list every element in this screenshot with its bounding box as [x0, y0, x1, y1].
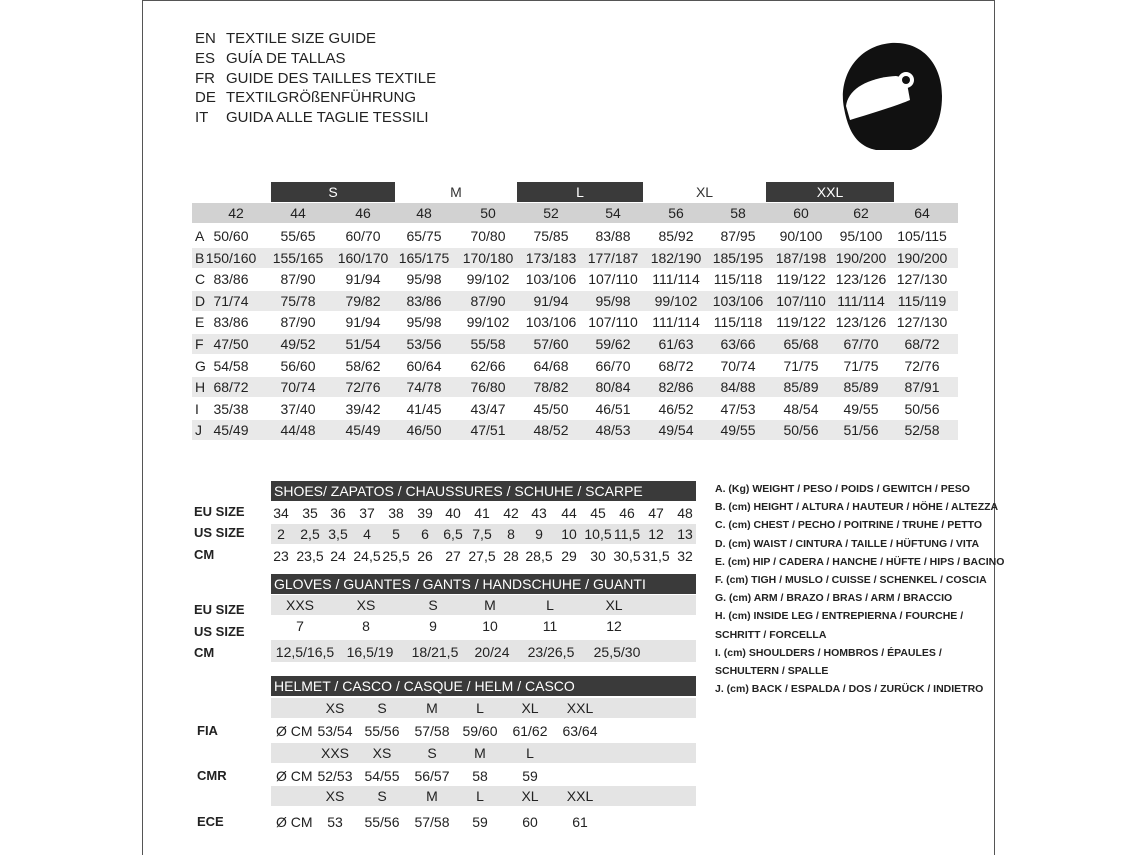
table-cell: 24,5 — [353, 548, 381, 564]
table-cell: 52/53 — [317, 768, 353, 784]
table-cell: 7,5 — [472, 526, 492, 542]
row-label: CM — [194, 547, 215, 562]
table-cell: 95/98 — [406, 271, 442, 288]
table-cell: 60/64 — [406, 357, 442, 374]
table-cell: 26 — [417, 548, 433, 564]
table-cell: 56/57 — [414, 768, 450, 784]
table-cell: 182/190 — [650, 249, 702, 266]
table-cell: 38 — [388, 505, 404, 521]
table-cell: 30,5 — [613, 548, 641, 564]
table-cell: 115/119 — [897, 292, 947, 309]
table-cell: 95/98 — [595, 292, 631, 309]
table-cell: 23,5 — [296, 548, 324, 564]
table-cell: 79/82 — [345, 292, 381, 309]
row-label: F — [195, 336, 204, 352]
helmet-size: M — [474, 745, 486, 761]
table-cell: 3,5 — [328, 526, 348, 542]
table-cell: 39 — [417, 505, 433, 521]
language-title: GUÍA DE TALLAS — [226, 49, 346, 67]
table-cell: 76/80 — [470, 379, 506, 396]
table-cell: 155/165 — [272, 249, 324, 266]
helmet-size: XS — [325, 700, 345, 716]
table-cell: 170/180 — [462, 249, 514, 266]
table-cell: XXS — [285, 597, 314, 613]
language-title: TEXTILGRÖßENFÜHRUNG — [226, 89, 417, 107]
table-cell: 50/60 — [213, 228, 249, 244]
table-cell: 45/49 — [213, 422, 249, 439]
table-cell: 44/48 — [280, 422, 316, 439]
table-cell: 46/50 — [406, 422, 442, 439]
table-cell: 55/56 — [364, 814, 400, 830]
letter-size-header: M — [450, 184, 462, 200]
legend-line: E. (cm) HIP / CADERA / HANCHE / HÜFTE / HIPS / BACINO — [715, 555, 1005, 568]
table-cell: 55/56 — [364, 723, 400, 739]
measurement-legend — [715, 480, 1004, 698]
helmet-size: L — [476, 700, 484, 716]
table-cell: 50/56 — [783, 422, 819, 439]
numeric-size-header: 56 — [668, 205, 684, 221]
table-cell: 58/62 — [345, 357, 381, 374]
table-cell: 12 — [606, 618, 622, 634]
table-cell: 46/52 — [658, 400, 694, 417]
table-cell: 61/63 — [658, 336, 694, 352]
numeric-size-header: 44 — [290, 205, 306, 221]
table-cell: 57/58 — [414, 814, 450, 830]
legend-line: B. (cm) HEIGHT / ALTURA / HAUTEUR / HÖHE / ALTEZZA — [715, 501, 999, 514]
table-cell: 53 — [327, 814, 343, 830]
table-cell: 59/62 — [595, 336, 631, 352]
table-cell: 87/95 — [720, 228, 756, 244]
row-label: C — [195, 271, 206, 288]
table-cell: 12,5/16,5 — [275, 644, 335, 660]
helmet-size: XXS — [320, 745, 349, 761]
table-cell: 59 — [522, 768, 538, 784]
row-label: H — [195, 379, 206, 396]
table-cell: 44 — [561, 505, 577, 521]
row-label: ECE — [197, 814, 224, 829]
table-cell: 36 — [330, 505, 346, 521]
table-cell: M — [484, 597, 496, 613]
table-cell: 10 — [561, 526, 577, 542]
table-cell: 45/49 — [345, 422, 381, 439]
table-cell: 49/54 — [658, 422, 694, 439]
table-cell: 62/66 — [470, 357, 506, 374]
table-cell: 99/102 — [466, 314, 510, 331]
table-cell: 103/106 — [712, 292, 764, 309]
helmet-size: XXL — [566, 788, 594, 804]
table-cell: 23/26,5 — [527, 644, 575, 660]
table-cell: 47/50 — [213, 336, 249, 352]
table-cell: 123/126 — [835, 314, 887, 331]
legend-line: G. (cm) ARM / BRAZO / BRAS / ARM / BRACCIO — [715, 592, 953, 605]
table-cell: 48/54 — [783, 400, 819, 417]
language-titles — [195, 29, 436, 128]
table-cell: 115/118 — [713, 271, 763, 288]
table-cell: 190/200 — [896, 249, 948, 266]
table-cell: 75/85 — [533, 228, 569, 244]
table-cell: 111/114 — [652, 271, 700, 288]
table-cell: 83/86 — [213, 314, 249, 331]
table-cell: 37/40 — [280, 400, 316, 417]
table-cell: 11,5 — [613, 526, 641, 542]
row-label: FIA — [197, 723, 218, 738]
table-cell: 13 — [677, 526, 693, 542]
table-cell: 20/24 — [474, 644, 510, 660]
table-cell: 87/90 — [470, 292, 506, 309]
numeric-size-header: 42 — [228, 205, 244, 221]
table-cell: 53/54 — [317, 723, 353, 739]
table-cell: 28 — [503, 548, 519, 564]
table-cell: 37 — [359, 505, 375, 521]
table-cell: 41 — [474, 505, 490, 521]
table-cell: 47/53 — [720, 400, 756, 417]
table-cell: 12 — [648, 526, 664, 542]
table-cell: 91/94 — [345, 271, 381, 288]
table-cell: 61/62 — [512, 723, 548, 739]
table-cell: S — [428, 597, 438, 613]
numeric-size-header: 64 — [914, 205, 930, 221]
table-cell: 173/183 — [525, 249, 577, 266]
helmet-size: XL — [521, 788, 539, 804]
table-cell: 47/51 — [470, 422, 506, 439]
language-title: GUIDA ALLE TAGLIE TESSILI — [226, 109, 429, 127]
table-cell: 46 — [619, 505, 635, 521]
table-cell: 83/86 — [213, 271, 249, 288]
table-cell: 95/98 — [406, 314, 442, 331]
table-cell: 9 — [535, 526, 543, 542]
table-cell: 87/90 — [280, 271, 316, 288]
table-cell: 27,5 — [468, 548, 496, 564]
table-cell: 2,5 — [300, 526, 320, 542]
table-cell: 32 — [677, 548, 693, 564]
table-cell: 48/52 — [533, 422, 569, 439]
table-cell: XS — [356, 597, 376, 613]
language-code: DE — [195, 89, 216, 107]
legend-line: H. (cm) INSIDE LEG / ENTREPIERNA / FOURCHE / — [715, 610, 964, 623]
table-cell: 187/198 — [775, 249, 827, 266]
table-cell: 5 — [392, 526, 400, 542]
helmet-unit: Ø CM — [276, 768, 313, 784]
numeric-size-header: 46 — [355, 205, 371, 221]
table-cell: 87/91 — [904, 379, 940, 396]
helmet-size: S — [427, 745, 437, 761]
table-cell: 83/86 — [406, 292, 442, 309]
table-cell: 8 — [507, 526, 515, 542]
table-cell: 45/50 — [533, 400, 569, 417]
table-cell: 4 — [363, 526, 371, 542]
table-cell: 99/102 — [654, 292, 698, 309]
numeric-size-header: 60 — [793, 205, 809, 221]
helmet-size: M — [426, 700, 438, 716]
table-cell: 190/200 — [835, 249, 887, 266]
letter-size-header: XXL — [766, 182, 894, 202]
table-cell: 111/114 — [837, 292, 885, 309]
table-cell: 150/160 — [205, 249, 257, 266]
legend-line: SCHRITT / FORCELLA — [715, 628, 827, 641]
table-cell: 85/89 — [843, 379, 879, 396]
helmet-size: S — [377, 788, 387, 804]
table-cell: 82/86 — [658, 379, 694, 396]
row-label: D — [195, 292, 206, 309]
table-cell: L — [546, 597, 554, 613]
table-cell: 28,5 — [525, 548, 553, 564]
table-cell: 127/130 — [896, 314, 948, 331]
table-cell: 51/56 — [843, 422, 879, 439]
table-cell: 71/75 — [843, 357, 879, 374]
table-cell: 119/122 — [776, 314, 826, 331]
legend-line: J. (cm) BACK / ESPALDA / DOS / ZURÜCK / INDIETRO — [715, 683, 984, 696]
table-cell: 34 — [273, 505, 289, 521]
table-cell: 70/80 — [470, 228, 506, 244]
helmet-size: L — [476, 788, 484, 804]
table-cell: 84/88 — [720, 379, 756, 396]
table-cell: 6 — [421, 526, 429, 542]
table-cell: 43/47 — [470, 400, 506, 417]
letter-size-header: XL — [695, 184, 714, 200]
row-label: I — [195, 400, 199, 417]
table-cell: 53/56 — [406, 336, 442, 352]
table-cell: 31,5 — [642, 548, 670, 564]
table-cell: 10,5 — [584, 526, 612, 542]
legend-line: F. (cm) TIGH / MUSLO / CUISSE / SCHENKEL / COSCIA — [715, 574, 987, 587]
table-cell: 70/74 — [280, 379, 316, 396]
table-cell: 58 — [472, 768, 488, 784]
table-cell: 57/58 — [414, 723, 450, 739]
table-cell: 7 — [296, 618, 304, 634]
language-title: GUIDE DES TAILLES TEXTILE — [226, 69, 437, 87]
table-cell: 54/55 — [364, 768, 400, 784]
numeric-size-header: 62 — [853, 205, 869, 221]
table-cell: 51/54 — [345, 336, 381, 352]
row-label: E — [195, 314, 205, 331]
table-cell: 177/187 — [587, 249, 639, 266]
legend-line: SCHULTERN / SPALLE — [715, 665, 829, 678]
helmet-icon — [836, 38, 946, 153]
table-cell: 42 — [503, 505, 519, 521]
table-cell: 68/72 — [213, 379, 249, 396]
table-cell: 123/126 — [835, 271, 887, 288]
helmet-size: M — [426, 788, 438, 804]
language-title: TEXTILE SIZE GUIDE — [226, 30, 377, 47]
table-cell: 52/58 — [904, 422, 940, 439]
table-cell: 63/66 — [720, 336, 756, 352]
table-cell: 59/60 — [462, 723, 498, 739]
table-cell: 40 — [445, 505, 461, 521]
table-cell: 49/52 — [280, 336, 316, 352]
table-cell: 95/100 — [839, 228, 883, 244]
table-cell: 78/82 — [533, 379, 569, 396]
table-cell: 71/75 — [783, 357, 819, 374]
table-cell: 85/89 — [783, 379, 819, 396]
table-cell: 105/115 — [897, 228, 947, 244]
numeric-size-header: 48 — [416, 205, 432, 221]
table-cell: XL — [605, 597, 623, 613]
shoes-section-title: SHOES/ ZAPATOS / CHAUSSURES / SCHUHE / SCARPE — [271, 481, 696, 501]
row-label: B — [195, 249, 205, 266]
table-cell: 160/170 — [337, 249, 389, 266]
table-cell: 2 — [277, 526, 285, 542]
table-cell: 23 — [273, 548, 289, 564]
table-cell: 66/70 — [595, 357, 631, 374]
table-cell: 60 — [522, 814, 538, 830]
table-cell: 107/110 — [588, 271, 638, 288]
table-cell: 115/118 — [713, 314, 763, 331]
letter-size-header: S — [271, 182, 395, 202]
table-cell: 63/64 — [562, 723, 598, 739]
table-cell: 68/72 — [904, 336, 940, 352]
table-cell: 35/38 — [213, 400, 249, 417]
table-cell: 25,5/30 — [593, 644, 641, 660]
language-row — [195, 108, 436, 128]
table-cell: 103/106 — [525, 271, 577, 288]
table-cell: 75/78 — [280, 292, 316, 309]
table-cell: 61 — [572, 814, 588, 830]
numeric-size-header: 52 — [543, 205, 559, 221]
table-cell: 91/94 — [533, 292, 569, 309]
helmet-size: L — [526, 745, 534, 761]
row-label: US SIZE — [194, 525, 245, 540]
table-cell: 65/68 — [783, 336, 819, 352]
table-cell: 54/58 — [213, 357, 249, 374]
table-cell: 85/92 — [658, 228, 694, 244]
language-row — [195, 88, 436, 108]
table-cell: 68/72 — [658, 357, 694, 374]
table-cell: 49/55 — [720, 422, 756, 439]
helmet-size: S — [377, 700, 387, 716]
table-cell: 57/60 — [533, 336, 569, 352]
table-cell: 49/55 — [843, 400, 879, 417]
table-cell: 41/45 — [406, 400, 442, 417]
table-cell: 56/60 — [280, 357, 316, 374]
table-cell: 25,5 — [382, 548, 410, 564]
legend-line: D. (cm) WAIST / CINTURA / TAILLE / HÜFTUNG / VITA — [715, 537, 980, 550]
row-label: A — [195, 228, 205, 244]
table-cell: 46/51 — [595, 400, 631, 417]
table-cell: 64/68 — [533, 357, 569, 374]
language-row — [195, 29, 436, 49]
language-code: EN — [195, 30, 216, 47]
row-label: US SIZE — [194, 624, 245, 639]
row-label: CMR — [197, 768, 227, 783]
table-cell: 83/88 — [595, 228, 631, 244]
table-cell: 111/114 — [652, 314, 700, 331]
row-label: EU SIZE — [194, 504, 245, 519]
numeric-size-header: 50 — [480, 205, 496, 221]
row-label: J — [195, 422, 202, 439]
table-cell: 72/76 — [904, 357, 940, 374]
table-cell: 9 — [429, 618, 437, 634]
table-cell: 65/75 — [406, 228, 442, 244]
table-cell: 59 — [472, 814, 488, 830]
table-cell: 74/78 — [406, 379, 442, 396]
language-code: ES — [195, 49, 216, 67]
table-cell: 27 — [445, 548, 461, 564]
table-cell: 55/65 — [280, 228, 316, 244]
table-cell: 103/106 — [525, 314, 577, 331]
table-cell: 16,5/19 — [346, 644, 394, 660]
table-cell: 30 — [590, 548, 606, 564]
table-cell: 50/56 — [904, 400, 940, 417]
legend-line: C. (cm) CHEST / PECHO / POITRINE / TRUHE / PETTO — [715, 519, 983, 532]
language-row — [195, 69, 436, 89]
table-cell: 185/195 — [712, 249, 764, 266]
table-cell: 127/130 — [896, 271, 948, 288]
helmet-size: XXL — [566, 700, 594, 716]
table-cell: 99/102 — [466, 271, 510, 288]
table-cell: 70/74 — [720, 357, 756, 374]
table-cell: 48/53 — [595, 422, 631, 439]
table-cell: 55/58 — [470, 336, 506, 352]
helmet-size: XS — [325, 788, 345, 804]
helmet-unit: Ø CM — [276, 814, 313, 830]
table-cell: 165/175 — [398, 249, 450, 266]
helmet-unit: Ø CM — [276, 723, 313, 739]
row-label: EU SIZE — [194, 602, 245, 617]
table-cell: 107/110 — [588, 314, 638, 331]
language-row — [195, 49, 436, 69]
table-cell: 18/21,5 — [411, 644, 459, 660]
table-cell: 107/110 — [776, 292, 826, 309]
helmet-section-title: HELMET / CASCO / CASQUE / HELM / CASCO — [271, 676, 696, 696]
table-cell: 10 — [482, 618, 498, 634]
language-code: IT — [195, 109, 209, 127]
numeric-size-header: 58 — [730, 205, 746, 221]
table-cell: 67/70 — [843, 336, 879, 352]
legend-line: A. (Kg) WEIGHT / PESO / POIDS / GEWITCH / PESO — [715, 483, 970, 495]
table-cell: 48 — [677, 505, 693, 521]
gloves-section-title: GLOVES / GUANTES / GANTS / HANDSCHUHE / GUANTI — [271, 574, 696, 594]
helmet-size: XS — [372, 745, 392, 761]
table-cell: 90/100 — [779, 228, 823, 244]
language-code: FR — [195, 69, 215, 87]
table-cell: 39/42 — [345, 400, 381, 417]
letter-size-header: L — [517, 182, 643, 202]
row-label: G — [195, 357, 206, 374]
table-cell: 43 — [531, 505, 547, 521]
numeric-size-header: 54 — [605, 205, 621, 221]
table-cell: 35 — [302, 505, 318, 521]
table-cell: 119/122 — [776, 271, 826, 288]
table-cell: 6,5 — [443, 526, 463, 542]
table-cell: 11 — [542, 618, 558, 634]
table-cell: 29 — [561, 548, 577, 564]
table-cell: 80/84 — [595, 379, 631, 396]
table-cell: 45 — [590, 505, 606, 521]
helmet-size: XL — [521, 700, 539, 716]
table-cell: 47 — [648, 505, 664, 521]
table-cell: 91/94 — [345, 314, 381, 331]
table-cell: 24 — [330, 548, 346, 564]
row-label: CM — [194, 645, 215, 660]
table-cell: 87/90 — [280, 314, 316, 331]
table-cell: 60/70 — [345, 228, 381, 244]
table-cell: 71/74 — [213, 292, 249, 309]
table-cell: 8 — [362, 618, 370, 634]
table-cell: 72/76 — [345, 379, 381, 396]
legend-line: I. (cm) SHOULDERS / HOMBROS / ÉPAULES / — [715, 646, 942, 659]
